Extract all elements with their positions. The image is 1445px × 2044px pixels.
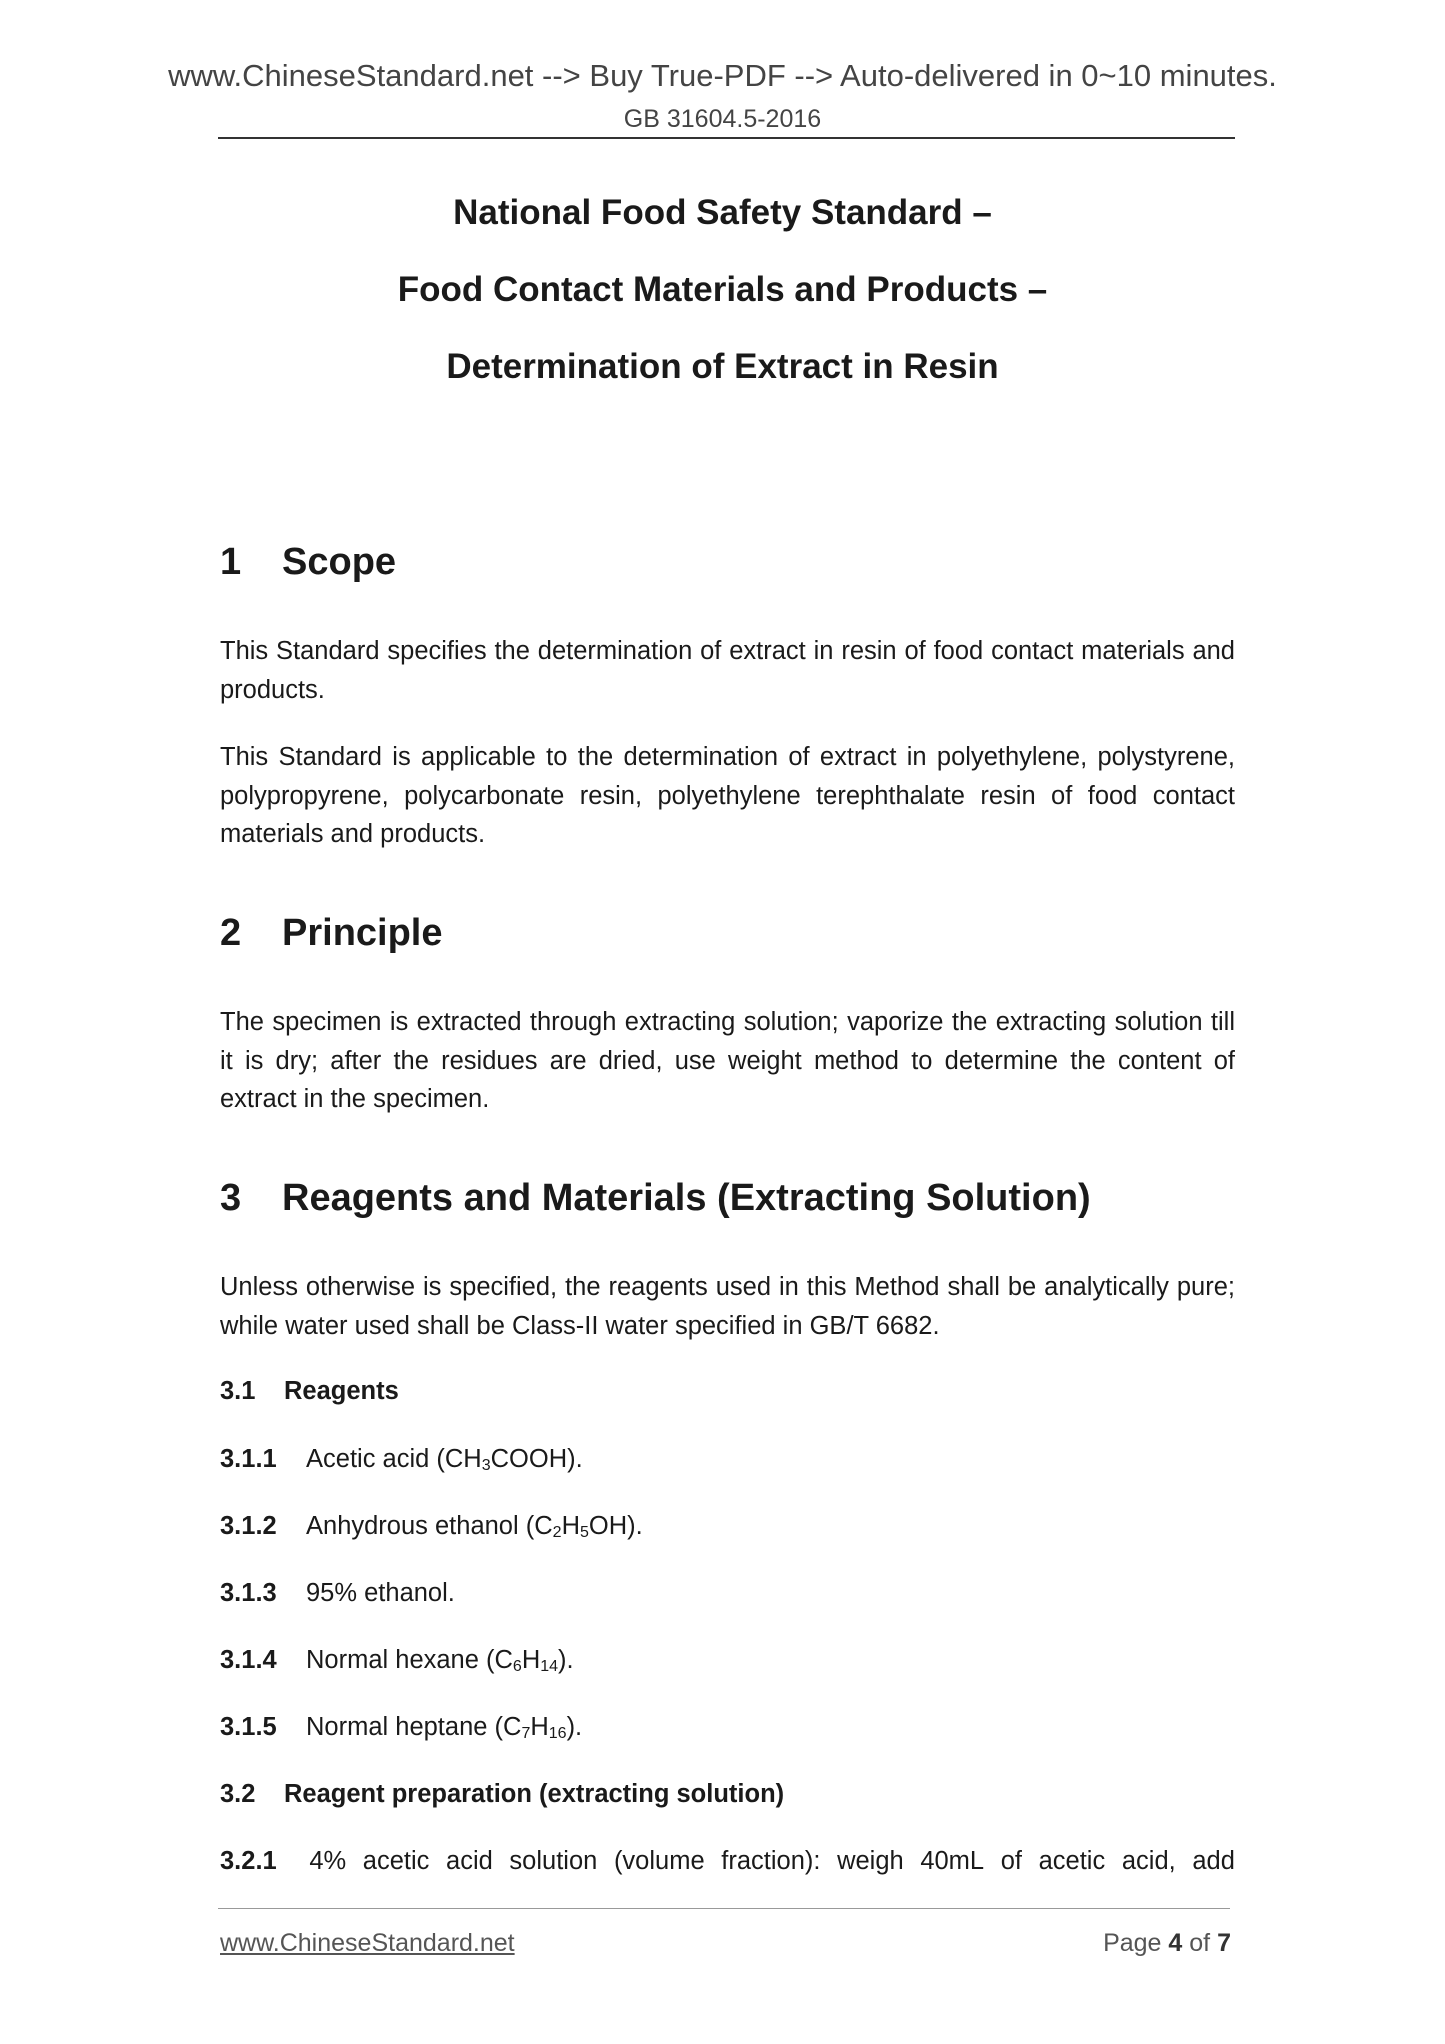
section-3-number: 3 [220, 1177, 242, 1219]
section-2-number: 2 [220, 912, 242, 954]
preparation-word: acetic [1038, 1847, 1106, 1875]
section-2-heading [220, 912, 443, 955]
subsection-3-1-title: Reagents [284, 1377, 399, 1405]
section-1-heading [220, 541, 396, 584]
reagent-item [220, 1579, 455, 1608]
section-2-title: Principle [282, 912, 443, 954]
subscript: 16 [548, 1725, 567, 1742]
subsection-3-1-heading [220, 1377, 399, 1406]
reagent-item-number: 3.1.4 [220, 1646, 277, 1674]
preparation-word: weigh [837, 1847, 904, 1875]
reagent-item-number: 3.1.2 [220, 1512, 277, 1540]
subscript: 6 [512, 1658, 522, 1675]
section-3-title: Reagents and Materials (Extracting Solution) [282, 1177, 1091, 1219]
header-divider [218, 137, 1235, 139]
section-1-number: 1 [220, 541, 242, 583]
reagent-item-text: ). [558, 1646, 574, 1674]
title-line-1: National Food Safety Standard – [453, 193, 992, 232]
subscript: 14 [540, 1658, 559, 1675]
reagent-item-number: 3.1.3 [220, 1579, 277, 1607]
preparation-word: acid, [1121, 1847, 1176, 1875]
subsection-3-2-heading [220, 1780, 784, 1809]
reagent-item-text: OH). [588, 1512, 643, 1540]
section-3-heading [220, 1177, 1091, 1220]
reagent-item-number: 3.1.1 [220, 1445, 277, 1473]
preparation-word: acetic [362, 1847, 430, 1875]
reagent-item [220, 1646, 574, 1676]
page-total: 7 [1217, 1929, 1231, 1957]
reagent-item-text: Normal heptane (C [306, 1713, 522, 1741]
section-1-title: Scope [282, 541, 397, 583]
reagent-item [220, 1445, 583, 1475]
principle-paragraph: The specimen is extracted through extracting solution; vaporize the extracting solution till it is dry; after the residues are dried, use weight method to determine the content of extract in the specimen. [220, 1008, 1235, 1113]
reagent-item-text: H [561, 1512, 580, 1540]
reagents-paragraph: Unless otherwise is specified, the reagents used in this Method shall be analytically pure; while water used shall be Class-II water specified in GB/T 6682. [220, 1273, 1235, 1340]
subscript: 5 [579, 1524, 589, 1541]
preparation-item-number: 3.2.1 [220, 1847, 277, 1875]
reagent-item-text: Anhydrous ethanol (C [306, 1512, 553, 1540]
subsection-3-1-number: 3.1 [220, 1377, 256, 1405]
scope-paragraph-2: This Standard is applicable to the determination of extract in polyethylene, polystyrene, polypropyrene, polycarbonate resin, polyethylene terephthalate resin of food contact materials and products. [220, 743, 1235, 848]
reagent-item-text: ). [566, 1713, 583, 1741]
reagent-item-text: COOH). [490, 1445, 583, 1473]
reagent-item-text: 95% ethanol. [306, 1579, 455, 1607]
top-banner: www.ChineseStandard.net --> Buy True-PDF --> Auto-delivered in 0~10 minutes. [168, 58, 1277, 93]
subscript: 2 [552, 1524, 562, 1541]
preparation-word: solution [509, 1847, 598, 1875]
preparation-word: add [1192, 1847, 1235, 1875]
footer-divider [218, 1908, 1230, 1909]
page-of: of [1189, 1929, 1211, 1957]
preparation-word: 4% [309, 1847, 347, 1875]
page-indicator [1103, 1929, 1231, 1958]
reagent-item-text: H [521, 1646, 541, 1674]
preparation-item [220, 1847, 1235, 1876]
preparation-word: of [1000, 1847, 1022, 1875]
title-line-3: Determination of Extract in Resin [446, 347, 999, 386]
reagent-item [220, 1713, 582, 1743]
scope-paragraph-1: This Standard specifies the determination of extract in resin of food contact materials and products. [220, 637, 1235, 704]
title-line-2: Food Contact Materials and Products – [397, 270, 1048, 309]
subscript: 3 [481, 1457, 491, 1474]
page-current: 4 [1168, 1929, 1183, 1957]
reagent-item-text: Acetic acid (CH [306, 1445, 482, 1473]
preparation-word: acid [446, 1847, 493, 1875]
preparation-word: (volume [613, 1847, 705, 1875]
subscript: 7 [521, 1725, 531, 1742]
preparation-word: fraction): [721, 1847, 821, 1875]
footer-website-link[interactable]: www.ChineseStandard.net [220, 1929, 515, 1957]
reagent-item-text: Normal hexane (C [306, 1646, 513, 1674]
page-prefix: Page [1103, 1929, 1162, 1957]
subsection-3-2-number: 3.2 [220, 1780, 256, 1808]
standard-code: GB 31604.5-2016 [623, 105, 822, 133]
reagent-item [220, 1512, 643, 1542]
preparation-word: 40mL [920, 1847, 985, 1875]
reagent-item-number: 3.1.5 [220, 1713, 277, 1741]
reagent-item-text: H [530, 1713, 549, 1741]
subsection-3-2-title: Reagent preparation (extracting solution) [284, 1780, 785, 1808]
